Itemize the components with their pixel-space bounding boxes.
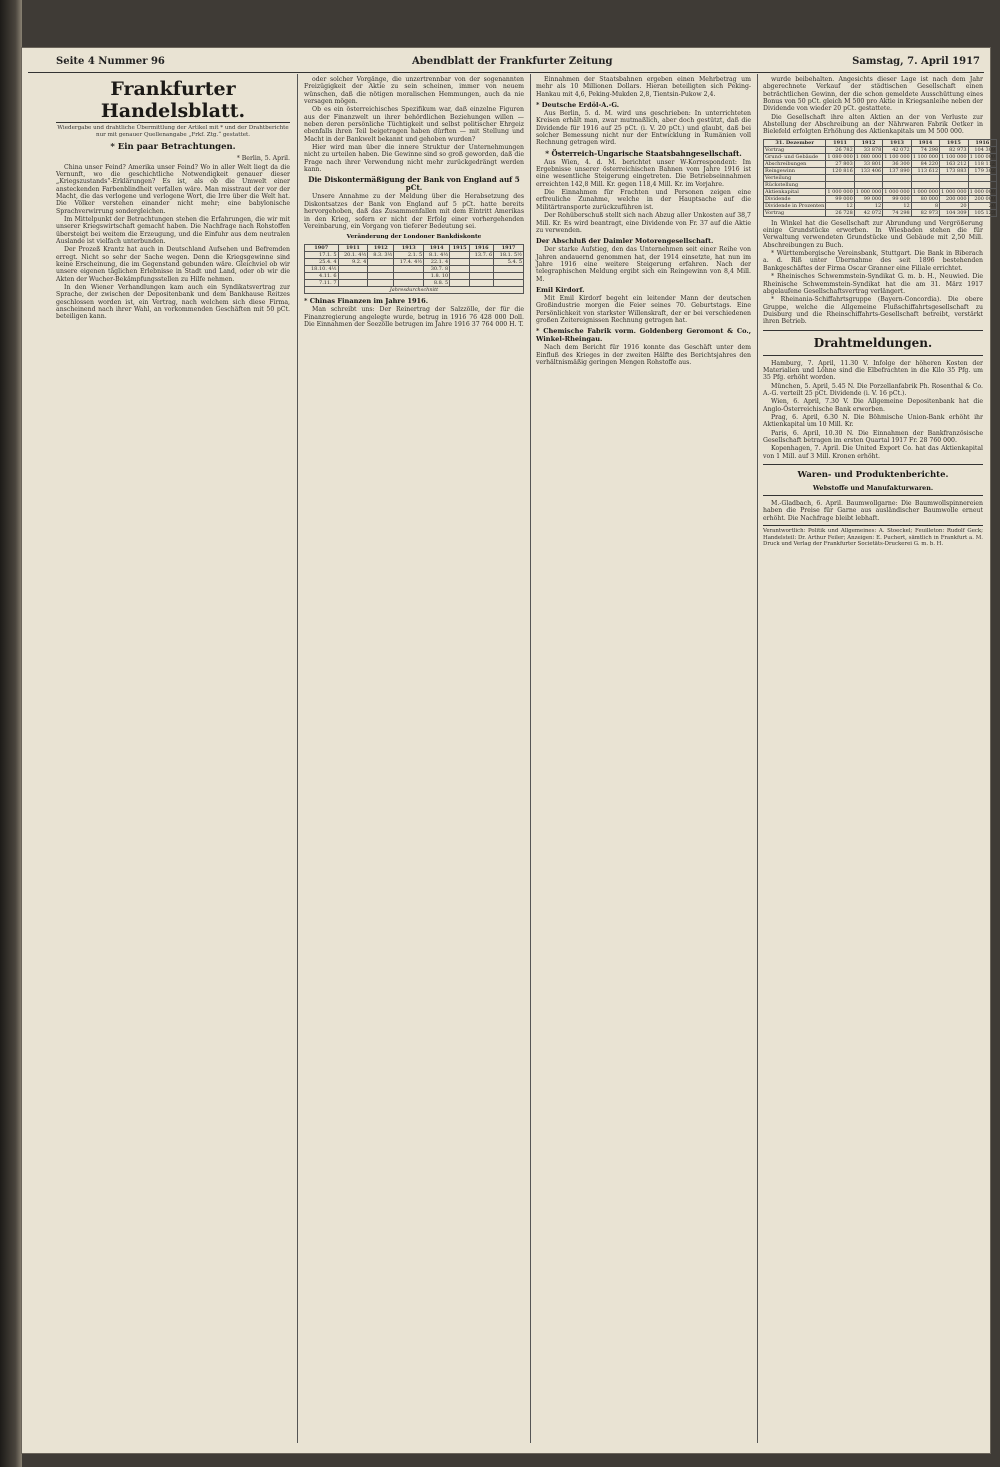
table-cell: 105 123 [968, 209, 996, 216]
table-cell [494, 280, 524, 287]
table-cell: 20 [968, 202, 996, 209]
table-cell: 74 298 [911, 146, 939, 153]
table-cell: 25.4. 4 [305, 259, 339, 266]
table-row [305, 273, 524, 280]
table-cell: 1 100 000 [884, 153, 910, 160]
masthead-note: Wiedergabe und drahtliche Übermittlung der Artikel mit * und der Drahtberichte nur mit genauer Quellenangabe „Frkf. Ztg.“ gestattet. [57, 125, 289, 138]
table-cell: 12 [854, 202, 882, 209]
table-cell: 33 878 [854, 146, 882, 153]
table-cell [394, 266, 424, 273]
table-header: 1913 [883, 139, 911, 146]
table-header: 1915 [450, 245, 470, 252]
telegram-item: Kopenhagen, 7. April. Die United Export Co. hat das Aktienkapital von 1 Mill. auf 3 Mill. Kronen erhöht. [763, 445, 983, 460]
table-cell [494, 266, 524, 273]
article-paragraph: M.-Gladbach, 6. April. Baumwollgarne: Die Baumwollspinnereien haben die Preise für Garne aus ausländischer Baumwolle erneut erhöht. Die Nachfrage bleibt lebhaft. [763, 500, 983, 522]
table-cell: Grund- und Gebäude [764, 153, 826, 160]
table-cell: 99 000 [826, 195, 854, 202]
table-row [764, 167, 997, 174]
table-cell: Vortrag [764, 146, 826, 153]
column-4 [763, 76, 996, 1443]
table-cell: 8.1. 4½ [424, 252, 450, 259]
table-header: 1915 [940, 139, 968, 146]
table-cell [883, 174, 911, 181]
telegram-item: Wien, 6. April, 7.30 V. Die Allgemeine Depositenbank hat die Anglo-Österreichische Bank erworben. [763, 398, 983, 413]
table-cell: 137 890 [883, 167, 911, 174]
table-row [764, 181, 997, 188]
section-heading: Waren- und Produktenberichte. [797, 470, 949, 481]
newspaper-page [22, 48, 996, 1453]
table-cell: 26 728 [826, 209, 854, 216]
table-cell [368, 266, 394, 273]
article-paragraph: Einnahmen der Staatsbahnen ergeben einen Mehrbetrag um mehr als 10 Millionen Dollars. Hieran beteiligten sich Peking-Hankau mit 4,6, Peking-Mukden 2,8, Tientsin-Pukow 2,4. [536, 76, 751, 98]
table-cell [450, 280, 470, 287]
article-title: Der Abschluß der Daimler Motorengesellschaft. [536, 237, 714, 246]
table-cell [494, 273, 524, 280]
article-paragraph: Der Rohüberschuß stellt sich nach Abzug aller Unkosten auf 38,7 Mill. Kr. Es wird beantragt, eine Dividende von Fr. 37 auf die Aktie zu verwenden. [536, 212, 751, 234]
table-header: 1907 [305, 245, 339, 252]
table-header: 1913 [394, 245, 424, 252]
table-cell: 12 [826, 202, 854, 209]
table-cell: 1 080 000 [827, 153, 853, 160]
article-paragraph: * Württembergische Vereinsbank, Stuttgart. Die Bank in Biberach a. d. Riß unter Übernahme des seit 1896 bestehenden Bankgeschäftes der Firma Oscar Granner eine Filiale errichtet. [763, 250, 983, 272]
column-2 [304, 76, 524, 1443]
book-binding [0, 0, 22, 1467]
table-cell: 26 782 [826, 146, 854, 153]
table-cell: 5.4. 5 [494, 259, 524, 266]
table-cell [470, 273, 494, 280]
table-cell: 1 100 000 [941, 153, 967, 160]
table-cell: 1 000 000 [941, 188, 967, 195]
table-cell: Verteilung [764, 174, 826, 181]
table-cell: 1.8. 10 [424, 273, 450, 280]
telegram-item: Prag, 6. April, 6.30 N. Die Böhmische Union-Bank erhöht ihr Aktienkapital um 10 Mill. Kr. [763, 413, 983, 429]
table-cell: 163 212 [940, 160, 968, 167]
table-cell: 74 298 [883, 209, 911, 216]
table-cell: 82 973 [940, 146, 968, 153]
table-cell [338, 266, 368, 273]
article-paragraph: Aus Berlin, 5. d. M. wird uns geschrieben: In unterrichteten Kreisen erhält man, zwar mutmaßlich, aber doch gestützt, daß die Dividende für 1916 auf 25 pCt. (i. V. 20 pCt.) und glaubt, daß bei solcher Bemessung nicht nur der Entwicklung in Rumänien voll Rechnung getragen wird. [536, 110, 751, 147]
article-paragraph: wurde beibehalten. Angesichts dieser Lage ist nach dem Jahr abgerechnete Verkauf der städtischen Gesellschaft einen beträchtlichen Gewinn, der die schon gemeldete Ausschüttung eines Bonus von 50 pCt. gleich M 500 pro Aktie in Kriegsanleihe neben der Dividende von wieder 20 pCt. gestattete. [763, 76, 983, 113]
table-cell: 99 000 [854, 195, 882, 202]
table-cell: Dividende [764, 195, 826, 202]
article-paragraph: oder solcher Vorgänge, die unzertrennbar von der sogenannten Freizügigkeit der Aktie zu sein scheinen, immer von neuem wünschen, daß die nötigen moralischen Hemmungen, auch da nie versagen mögen. [304, 76, 524, 106]
newspaper-name: Abendblatt der Frankfurter Zeitung [412, 56, 613, 67]
table-cell [911, 174, 939, 181]
column-1 [56, 76, 290, 1443]
table-cell: 8.8. 5 [424, 280, 450, 287]
table-cell: 1 000 000 [912, 188, 939, 195]
table-cell: 104 309 [940, 209, 968, 216]
article-paragraph: Der starke Aufstieg, den das Unternehmen seit einer Reihe von Jahren andauernd genommen hat, der 1914 einsetzte, hat nun im Jahre 1916 eine weitere Steigerung erfahren. Nach der telegraphischen Meldung ergibt sich ein Reingewinn von 8,4 Mill. M. [536, 246, 751, 283]
table-header: 1911 [826, 139, 854, 146]
article-paragraph: Der Prozeß Krantz hat auch in Deutschland Aufsehen und Befremden erregt. Nicht so sehr der Sache wegen. Denn die Kriegsgewinne sind keine Erscheinung, die im Gegenstand gebunden wäre. Gleichviel ob wir unsere eigenen täglichen Erlebnisse in Stadt und Land, oder ob wir die Akten der Wucher-Bekämpfungsstellen zu Hilfe nehmen. [56, 246, 290, 283]
table-cell [368, 280, 394, 287]
table-cell: 133 406 [854, 167, 882, 174]
table-row [764, 146, 997, 153]
table-footer: Jahresdurchschnitt [305, 287, 524, 294]
article-title: Die Diskontermäßigung der Bank von England auf 5 pCt. [308, 175, 520, 193]
table-cell: 1 100 000 [969, 153, 996, 160]
table-cell [450, 266, 470, 273]
table-cell: 113 612 [911, 167, 939, 174]
table-cell: 1 100 000 [912, 153, 939, 160]
table-cell: 82 973 [911, 209, 939, 216]
table-cell [450, 252, 470, 259]
table-cell: 99 000 [883, 195, 911, 202]
table-cell [470, 259, 494, 266]
column-rule [297, 74, 298, 1443]
table-cell [968, 174, 996, 181]
table-cell: 18.10. 4½ [305, 266, 339, 273]
table-cell: 173 883 [940, 167, 968, 174]
table-row [764, 153, 997, 160]
table-cell: 8.3. 3½ [368, 252, 394, 259]
table-cell: 13.7. 6 [470, 252, 494, 259]
section-masthead: Frankfurter Handelsblatt. [56, 78, 290, 123]
table-header: 1916 [470, 245, 494, 252]
table-cell [911, 181, 939, 188]
table-cell: Rückstellung [764, 181, 826, 188]
table-header: 1917 [494, 245, 524, 252]
article-paragraph: * Rheinisches Schwemmstein-Syndikat G. m. b. H., Neuwied. Die Rheinische Schwemmstein-Syndikat hat die am 31. März 1917 abgelaufene Gesellschaftsvertrag verlängert. [763, 273, 983, 295]
table-row [305, 252, 524, 259]
table-caption: Veränderung der Londoner Bankdiskonte [346, 234, 482, 241]
article-paragraph: * Rheinania-Schiffahrtsgruppe (Bayern-Concordia). Die obere Gruppe, welche die Allgemeine Flußschiffahrtsgesellschaft zu Duisburg und die Rheinschiffahrts-Gesellschaft betreibt, verstärkt ihren Betrieb. [763, 296, 983, 326]
table-cell: 84 220 [911, 160, 939, 167]
table-cell: 17.1. 5 [305, 252, 339, 259]
table-row [764, 195, 997, 202]
article-title: * Chinas Finanzen im Jahre 1916. [304, 297, 429, 306]
table-header: 1916 [968, 139, 996, 146]
table-header-row [305, 245, 524, 252]
column-rule [757, 74, 758, 1443]
article-paragraph: Die Einnahmen für Frachten und Personen zeigen eine erfreuliche Zunahme, welche in der Hauptsache auf die Militärtransporte zurückzuführen ist. [536, 189, 751, 211]
article-title: * Chemische Fabrik vorm. Goldenberg Geromont & Co., Winkel-Rheingau. [536, 327, 751, 344]
table-header: 1914 [424, 245, 450, 252]
table-row [764, 188, 997, 195]
table-cell [368, 273, 394, 280]
article-dateline: * Berlin, 5. April. [236, 155, 290, 163]
table-row [764, 209, 997, 216]
table-cell: 42 072 [854, 209, 882, 216]
table-cell: 4.11. 6 [305, 273, 339, 280]
balance-table [763, 139, 997, 217]
table-cell: 179 302 [968, 167, 996, 174]
table-row [305, 280, 524, 287]
page-header [22, 56, 990, 72]
article-paragraph: Die Gesellschaft ihre alten Aktien an der von Verluste zur Abstellung der Abschreibung an der Nährwaren Fabrik Oetker in Bielefeld erfolgten Erhöhung des Aktienkapitals um M 500 000. [763, 113, 983, 136]
table-cell: 1 000 000 [969, 188, 996, 195]
issue-date: Samstag, 7. April 1917 [852, 56, 980, 67]
table-cell: 80 000 [911, 195, 939, 202]
table-cell [470, 266, 494, 273]
table-cell: 1 000 000 [827, 188, 853, 195]
table-header: 31. Dezember [764, 139, 826, 146]
discount-table [304, 244, 524, 294]
table-cell [940, 174, 968, 181]
table-cell [394, 280, 424, 287]
table-row [305, 259, 524, 266]
table-cell [826, 181, 854, 188]
table-cell: 20.1. 4½ [338, 252, 368, 259]
telegram-item: München, 5. April, 5.45 N. Die Porzellanfabrik Ph. Rosenthal & Co. A.-G. verteilt 25 pCt. Dividende (i. V. 16 pCt.). [763, 382, 983, 397]
table-cell: 118 112 [968, 160, 996, 167]
table-cell: Aktienkapital [764, 188, 826, 195]
table-cell [394, 273, 424, 280]
article-paragraph: In den Wiener Verhandlungen kam auch ein Syndikatsvertrag zur Sprache, der zwischen der Depositenbank und dem Bankhause Reitzes geschlossen worden ist, ein Vertrag, nach welchem sich diese Firma, anscheinend nach ihrer Wahl, an vorkommenden Geschäften mit 50 pCt. beteiligen kann. [56, 284, 290, 321]
table-cell: 1 000 000 [884, 188, 910, 195]
table-cell [968, 181, 996, 188]
table-cell: Reingewinn [764, 167, 826, 174]
table-cell [450, 259, 470, 266]
article-paragraph: Aus Wien, 4. d. M. berichtet unser W-Korrespondent: Im Ergebnisse unserer österreichischen Bahnen vom Jahre 1916 ist eine wesentliche Steigerung eingetreten. Die Betriebseinnahmen erreichten 142,8 Mill. Kr. gegen 118,4 Mill. Kr. im Vorjahre. [536, 158, 751, 188]
table-cell [854, 174, 882, 181]
column-3 [536, 76, 751, 1443]
table-cell [368, 259, 394, 266]
table-header: 1912 [854, 139, 882, 146]
article-paragraph: Unsere Annahme zu der Meldung über die Herabsetzung des Diskontsatzes der Bank von England auf 5 pCt. hatte bereits hervorgehoben, daß das Zusammenfallen mit dem Eintritt Amerikas in den Krieg, sofern er nicht der Erfolg einer vorhergehenden Vereinbarung, ein Vorgang von tieferer Bedeutung sei. [304, 193, 524, 230]
table-cell [338, 280, 368, 287]
table-cell: 42 072 [883, 146, 911, 153]
table-cell: 1 080 000 [855, 153, 882, 160]
article-paragraph: In Winkel hat die Gesellschaft zur Abrundung und Vergrößerung einige Grundstücke erworben. In Wiesbaden stehen die für Verwaltung verwendeten Grundstücke und Gebäude mit 2,50 Mill. Abschreibungen zu Buch. [763, 219, 983, 249]
market-section [763, 464, 983, 496]
table-cell [470, 280, 494, 287]
table-cell: 36 300 [883, 160, 911, 167]
table-cell: Dividende in Prozenten [765, 202, 825, 209]
table-cell [338, 273, 368, 280]
telegram-item: Hamburg, 7. April, 11.30 V. Infolge der höheren Kosten der Materialien und Löhne sind die Elbefrachten in die Kilo 35 Pfg. um 35 Pfg. erhöht worden. [763, 359, 983, 382]
table-cell: 120 816 [826, 167, 854, 174]
table-cell: 9.2. 4 [338, 259, 368, 266]
article-paragraph: China unser Feind? Amerika unser Feind? Wo in aller Welt liegt da die Vernunft, wo die geschichtliche Notwendigkeit genauer dieser „Kriegszustands“-Erklärungen? Es ist, als ob die Umwelt einer ansteckenden Farbenblindheit verfallen wäre. Man misstraut der vor der Macht, die das verlogene und verlogene Wort, die Irre über die Welt hat. Die Völker verstehen einander nicht mehr; eine babylonische Sprachverwirrung sondergleichen. [56, 163, 290, 215]
table-cell: 104 309 [968, 146, 996, 153]
header-rule [28, 72, 984, 73]
article-title: * Österreich-Ungarische Staatsbahngesellschaft. [545, 148, 742, 158]
table-cell: 22.1. 4 [424, 259, 450, 266]
table-header: 1912 [368, 245, 394, 252]
section-heading: Drahtmeldungen. [813, 335, 933, 350]
article-title: * Ein paar Betrachtungen. [110, 142, 236, 153]
table-cell: 8 [911, 202, 939, 209]
table-cell: 200 000 [968, 195, 996, 202]
table-header: 1914 [911, 139, 939, 146]
table-row [764, 202, 997, 209]
table-cell: 1 000 000 [855, 188, 882, 195]
table-cell: Vortrag [764, 209, 826, 216]
table-row [305, 266, 524, 273]
table-header-row [764, 139, 997, 146]
table-cell: 2.1. 5 [394, 252, 424, 259]
table-cell [450, 273, 470, 280]
article-paragraph: Man schreibt uns: Der Reinertrag der Salzzölle, der für die Finanzregierung angelegte wurde, betrug in 1916 76 428 000 Doll. Die Einnahmen der Seezölle betrugen im Jahre 1916 37 764 000 H. T. [304, 306, 524, 328]
table-cell: 17.4. 4½ [394, 259, 424, 266]
table-cell: 12 [883, 202, 911, 209]
table-cell: 27 803 [826, 160, 854, 167]
table-cell: 33 801 [854, 160, 882, 167]
table-cell: 7.11. 7 [305, 280, 339, 287]
section-subheading: Webstoffe und Manufakturwaren. [812, 484, 934, 493]
table-footer-row [305, 287, 524, 294]
table-row [764, 160, 997, 167]
table-cell [826, 174, 854, 181]
table-cell: 20 [940, 202, 968, 209]
table-header: 1911 [338, 245, 368, 252]
imprint: Verantwortlich: Politik und Allgemeines: A. Stoeckel; Feuilleton: Rudolf Geck; Handelsteil: Dr. Arthur Feiler; Anzeigen: E. Puchert, sämtlich in Frankfurt a. M. Druck und Verlag der Frankfurter Societäts-Druckerei G. m. b. H. [763, 525, 983, 548]
article-title: * Deutsche Erdöl-A.-G. [536, 101, 620, 110]
article-paragraph: Nach dem Bericht für 1916 konnte das Geschäft unter dem Einfluß des Krieges in der zweiten Hälfte des Berichtsjahres den verhältnismäßig geringen Mengen Rohstoffe aus. [536, 344, 751, 366]
telegram-section [763, 330, 983, 356]
article-paragraph: Im Mittelpunkt der Betrachtungen stehen die Erfahrungen, die wir mit unserer Kriegswirtschaft gemacht haben. Die Nachfrage nach Rohstoffen übersteigt bei weitem die Erzeugung, und die Einfuhr aus dem neutralen Auslande ist vielfach unterbunden. [56, 215, 290, 245]
table-cell [940, 181, 968, 188]
page-number: Seite 4 Nummer 96 [56, 56, 165, 67]
table-cell: Abschreibungen [764, 160, 826, 167]
table-row [764, 174, 997, 181]
table-cell [854, 181, 882, 188]
article-title: Emil Kirdorf. [536, 285, 585, 294]
table-cell: 30.7. 8 [424, 266, 450, 273]
table-cell [883, 181, 911, 188]
article-paragraph: Mit Emil Kirdorf begeht ein leitender Mann der deutschen Großindustrie morgen die Feier seines 70. Geburtstags. Eine Persönlichkeit von starkster Willenskraft, der er bei verschiedenen großen Zeitereignissen Rechnung getragen hat. [536, 294, 751, 324]
table-cell: 200 000 [940, 195, 968, 202]
telegram-item: Paris, 6. April, 10.30 N. Die Einnahmen der Bankfranzösische Gesellschaft betragen im ersten Quartal 1917 Fr. 28 760 000. [763, 429, 983, 444]
column-rule [530, 74, 531, 1443]
article-paragraph: Hier wird man über die innere Struktur der Unternehmungen nicht zu urteilen haben. Die Gewinne sind so groß geworden, daß die Frage nach ihrer Verwendung nicht mehr zurückgedrängt werden kann. [304, 144, 524, 174]
table-cell: 18.1. 5½ [494, 252, 524, 259]
article-paragraph: Ob es ein österreichisches Spezifikum war, daß einzelne Figuren aus der Finanzwelt un ihrer behördlichen Beziehungen willen — neben deren persönliche Tüchtigkeit und selbst politischer Ehrgeiz ebenfalls ihren Teil beigetragen haben dürften — mit Stellung und Macht in der Bankwelt bekannt und gehoben wurden? [304, 106, 524, 143]
